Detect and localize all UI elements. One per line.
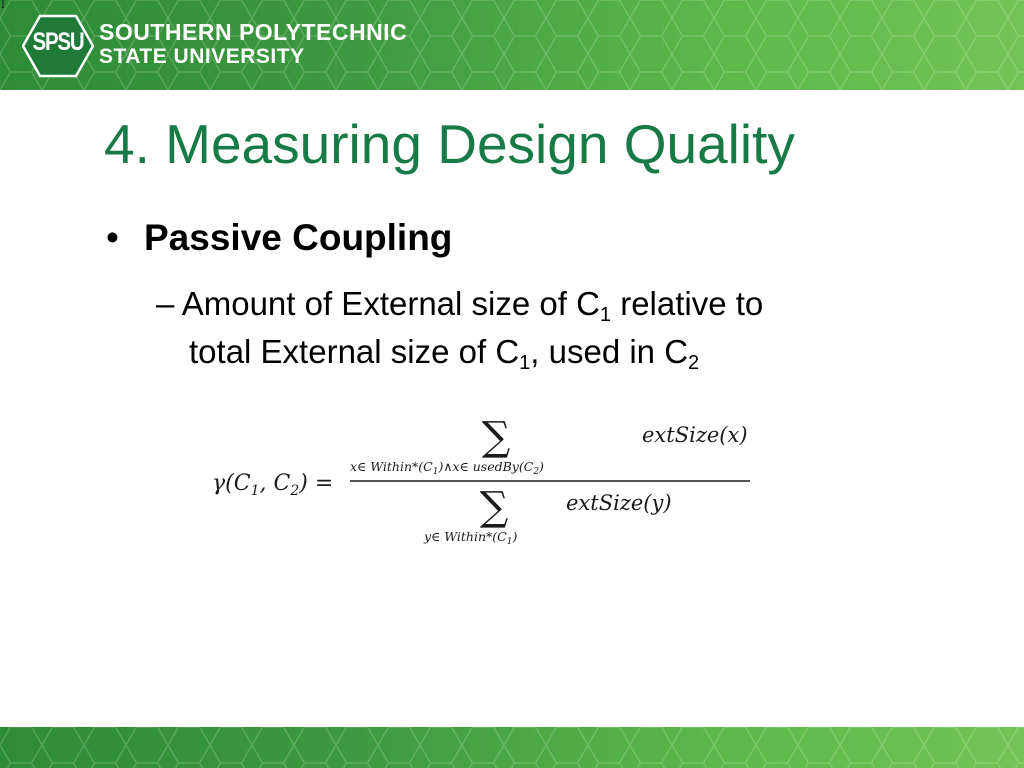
logo-text: SPSU <box>32 28 84 56</box>
bullet-symbol: • <box>106 217 119 258</box>
passive-coupling-formula <box>210 408 770 558</box>
sub-bullet-text-part4: , used in C <box>530 333 689 370</box>
sub-bullet-text-part2: relative to <box>611 285 764 322</box>
slide-title: 4. Measuring Design Quality <box>104 113 795 175</box>
sub-bullet-item <box>156 280 936 376</box>
corner-mark: I <box>1 0 5 11</box>
university-name-line1: SOUTHERN POLYTECHNIC <box>99 19 408 45</box>
footer-banner <box>0 727 1024 768</box>
sub-bullet-text-part3: total External size of C <box>189 333 520 370</box>
denominator-index: y∈ $Within*(C_1)$ <box>424 529 518 547</box>
sub-bullet-dash: – <box>156 285 175 322</box>
sub-bullet-text-part1: Amount of External size of C <box>181 285 600 322</box>
subscript: 1 <box>599 304 612 326</box>
hex-pattern-decoration <box>0 727 1024 768</box>
bullet-text: Passive Coupling <box>144 217 453 258</box>
numerator-sum-symbol: ∑ <box>481 414 511 460</box>
header-banner <box>0 0 1024 90</box>
university-name-line2: STATE UNIVERSITY <box>99 45 305 68</box>
denominator-sum-symbol: ∑ <box>479 484 509 530</box>
formula-lhs: $\gamma(C_1$, $C_2$) = <box>212 471 334 499</box>
numerator-index: x∈ $Within*(C_1)\wedge x\in$ $usedBy(C_2)$ <box>350 459 544 477</box>
numerator-term: extSize(x) <box>642 423 748 447</box>
denominator-term: extSize(y) <box>566 491 672 515</box>
subscript: 1 <box>519 352 531 374</box>
sub-bullet-line1 <box>156 280 936 328</box>
subscript: 2 <box>688 352 700 374</box>
sub-bullet-line2 <box>156 328 936 376</box>
bullet-item <box>106 216 452 260</box>
